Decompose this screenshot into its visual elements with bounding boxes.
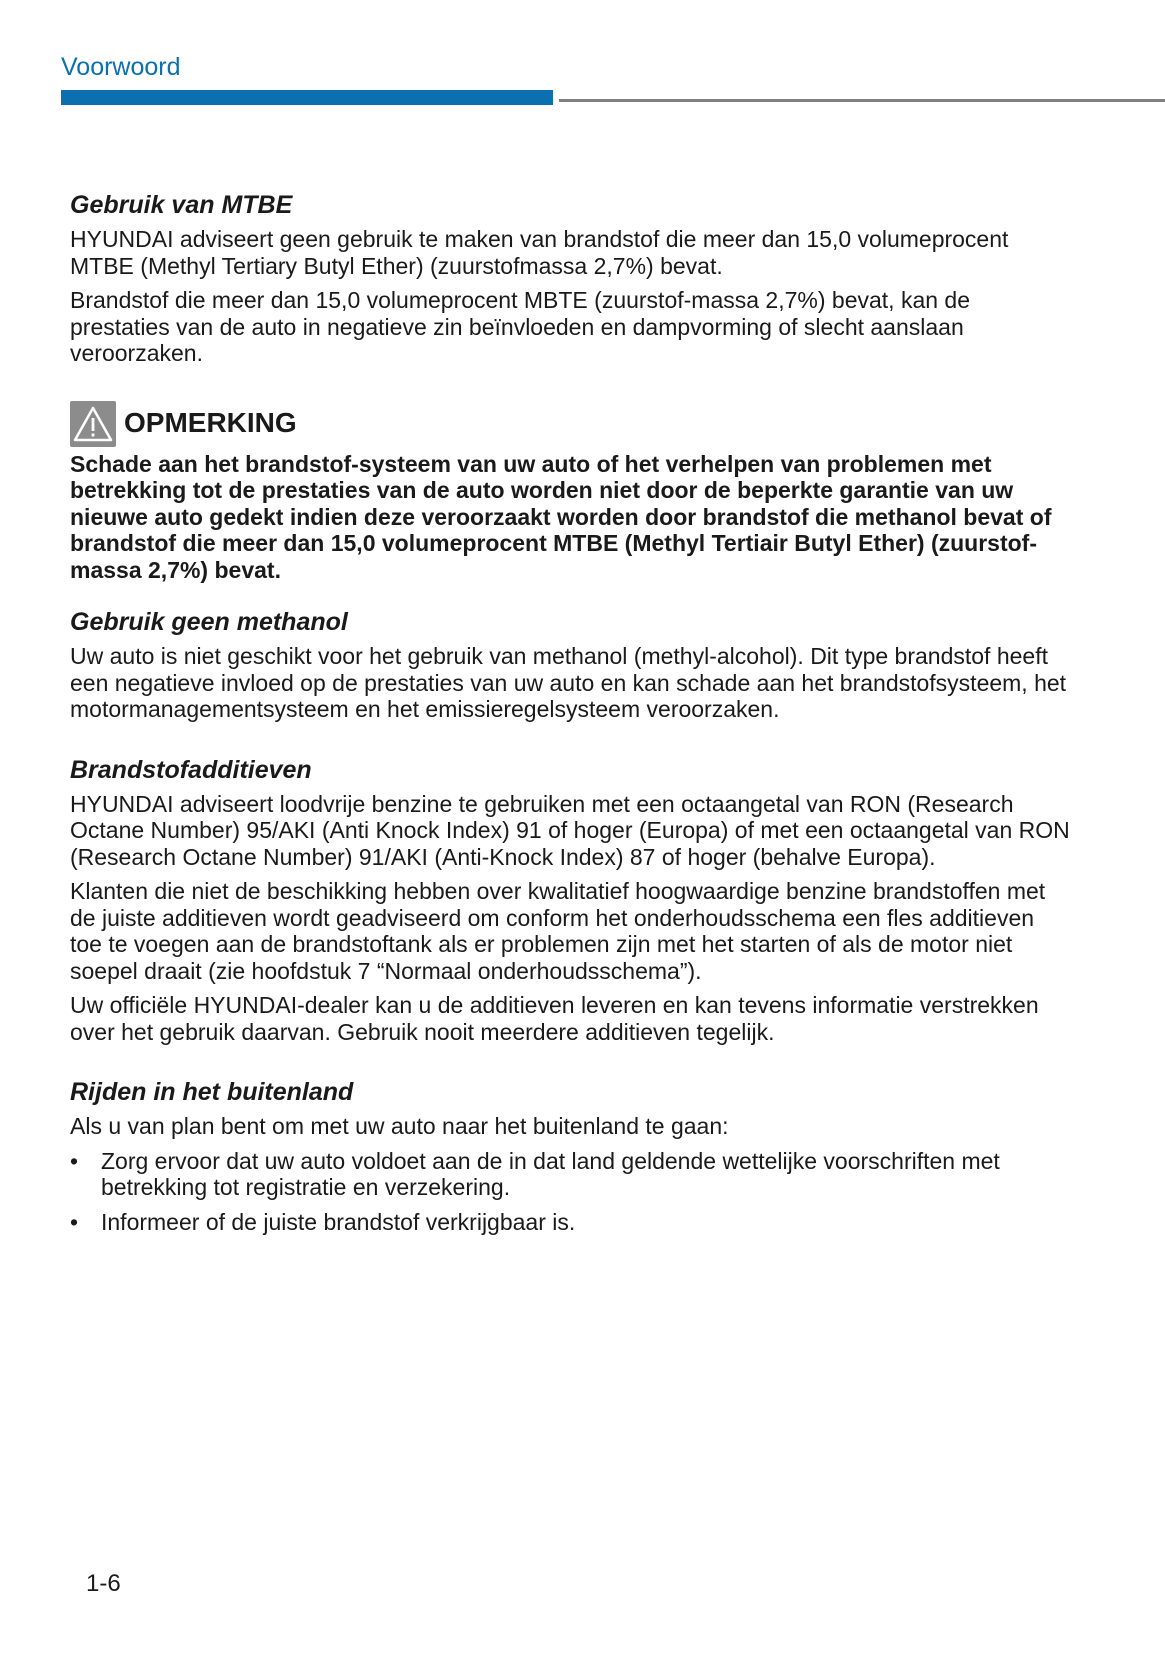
section-heading: Gebruik geen methanol bbox=[70, 608, 348, 636]
notice-text: Schade aan het brandstof-systeem van uw auto of het verhelpen van problemen met betrekking tot de prestaties van de auto worden niet door de beperkte garantie van uw nieuwe auto gedekt indien deze veroorzaakt worden door brandstof die methanol bevat of brandstof die meer dan 15,0 volumeprocent MTBE (Methyl Tertiair Butyl Ether) (zuurstof-massa 2,7%) bevat. bbox=[70, 450, 1052, 583]
paragraph: HYUNDAI adviseert loodvrije benzine te gebruiken met een octaangetal van RON (Research Octane Number) 95/AKI (Anti Knock Index) 91 of hoger (Europa) of met een octaangetal van RON (Research Octane Number) 91/AKI (Anti-Knock Index) 87 of hoger (behalve Europa). bbox=[70, 790, 1070, 870]
header-title: Voorwoord bbox=[61, 53, 181, 81]
bullet-list bbox=[70, 1148, 1070, 1236]
section-heading: Brandstofadditieven bbox=[70, 755, 312, 784]
notice-header bbox=[70, 401, 1070, 447]
section-abroad bbox=[70, 1077, 1070, 1235]
section-methanol bbox=[70, 607, 1070, 723]
list-item: • Zorg ervoor dat uw auto voldoet aan de in dat land geldende wettelijke voorschriften met betrekking tot registratie en verzekering. bbox=[70, 1148, 1070, 1201]
header-rule-blue bbox=[61, 90, 553, 105]
section-mtbe bbox=[70, 190, 1070, 367]
warning-triangle-icon bbox=[70, 401, 116, 447]
paragraph: Brandstof die meer dan 15,0 volumeprocent MBTE (zuurstof-massa 2,7%) bevat, kan de prestaties van de auto in negatieve zin beïnvloeden en dampvorming of slecht aanslaan veroorzaken. bbox=[70, 287, 970, 366]
paragraph: HYUNDAI adviseert geen gebruik te maken van brandstof die meer dan 15,0 volumeprocent MTBE (Methyl Tertiary Butyl Ether) (zuurstofmassa 2,7%) bevat. bbox=[70, 226, 1009, 279]
paragraph: Klanten die niet de beschikking hebben over kwalitatief hoogwaardige benzine brandstoffen met de juiste additieven wordt geadviseerd om conform het onderhoudsschema een fles additieven toe te voegen aan de brandstoftank als er problemen zijn met het starten of als de motor niet soepel draait (zie hoofdstuk 7 “Normaal onderhoudsschema”). bbox=[70, 878, 1046, 984]
section-heading: Gebruik van MTBE bbox=[70, 191, 293, 219]
main-content bbox=[70, 190, 1070, 1243]
notice-block bbox=[70, 401, 1070, 584]
page-number: 1-6 bbox=[86, 1570, 121, 1597]
paragraph: Uw auto is niet geschikt voor het gebruik van methanol (methyl-alcohol). Dit type brandstof heeft een negatieve invloed op de prestaties van uw auto en kan schade aan het brandstofsysteem, het motormanagementsysteem en het emissieregelsysteem veroorzaken. bbox=[70, 643, 1067, 722]
notice-title: OPMERKING bbox=[124, 407, 297, 439]
section-additives bbox=[70, 755, 1070, 1046]
paragraph: Uw officiële HYUNDAI-dealer kan u de additieven leveren en kan tevens informatie verstrekken over het gebruik daarvan. Gebruik nooit meerdere additieven tegelijk. bbox=[70, 992, 1039, 1045]
header-rule-gray bbox=[559, 99, 1165, 102]
list-item: • Informeer of de juiste brandstof verkrijgbaar is. bbox=[70, 1209, 1070, 1236]
paragraph: Als u van plan bent om met uw auto naar het buitenland te gaan: bbox=[70, 1113, 729, 1139]
section-heading: Rijden in het buitenland bbox=[70, 1078, 354, 1106]
